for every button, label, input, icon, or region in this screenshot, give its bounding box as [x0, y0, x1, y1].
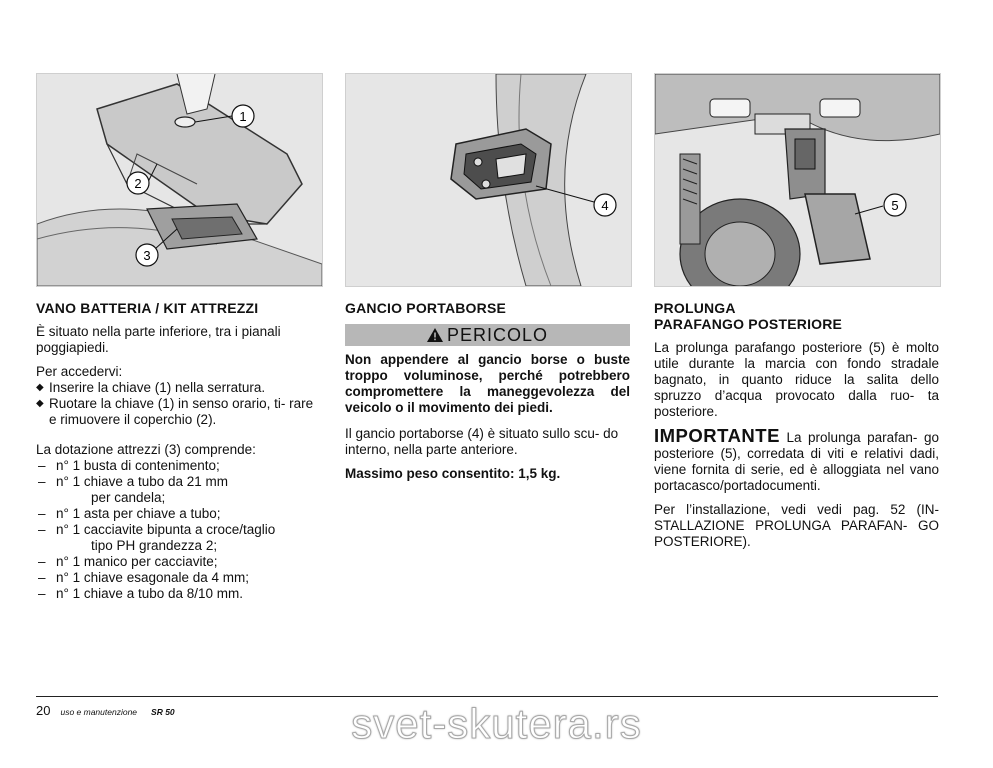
battery-compartment-drawing — [37, 74, 322, 286]
mudguard-description: La prolunga parafango posteriore (5) è molto utile durante la marcia con fondo stradale bagnato, in quanto riduce la salita dello spruzzo d’acqua provocato dalla ruo- ta posteriore. — [654, 340, 939, 419]
danger-banner — [345, 324, 630, 346]
bag-hook-illustration — [345, 73, 632, 287]
danger-label: PERICOLO — [446, 325, 549, 345]
warning-text: Non appendere al gancio borse o buste troppo voluminose, perché potrebbero compromettere la maneggevolezza del veicolo o il movimento dei piedi. — [345, 352, 630, 415]
access-steps — [36, 380, 321, 428]
watermark: svet-skutera.rs — [351, 700, 642, 747]
mudguard-extension-section — [654, 300, 939, 558]
list-item: ◆ Inserire la chiave (1) nella serratura. — [36, 380, 321, 396]
battery-compartment-illustration — [36, 73, 323, 287]
list-item: ◆ Ruotare la chiave (1) in senso orario, ti- rare e rimuovere il coperchio (2). — [36, 396, 321, 428]
installation-reference: Per l’installazione, vedi vedi pag. 52 (IN- STALLAZIONE PROLUNGA PARAFAN- GO POSTERIORE). — [654, 502, 939, 549]
svg-text:1: 1 — [239, 109, 247, 124]
callout-4 — [594, 194, 616, 216]
location-paragraph: È situato nella parte inferiore, tra i pianali poggiapiedi. — [36, 324, 281, 355]
hook-location-paragraph: Il gancio portaborse (4) è situato sullo scu- do interno, nella parte anteriore. — [345, 426, 619, 457]
svg-text:3: 3 — [143, 248, 151, 263]
toolkit-list — [36, 458, 321, 602]
manual-title: uso e manutenzione — [60, 707, 138, 717]
list-item: – n° 1 cacciavite bipunta a croce/taglio tipo PH grandezza 2; — [36, 522, 321, 554]
list-item: – n° 1 manico per cacciavite; — [36, 554, 321, 570]
list-item: – n° 1 chiave esagonale da 4 mm; — [36, 570, 321, 586]
section-heading: VANO BATTERIA / KIT ATTREZZI — [36, 300, 259, 316]
callout-2 — [127, 172, 149, 194]
max-weight: Massimo peso consentito: 1,5 kg. — [345, 466, 561, 481]
mudguard-extension-illustration — [654, 73, 941, 287]
footer-divider — [36, 696, 938, 697]
callout-3 — [136, 244, 158, 266]
list-item: – n° 1 chiave a tubo da 21 mm per candela; — [36, 474, 321, 506]
importante-label: IMPORTANTE — [654, 425, 780, 446]
page-number: 20 — [36, 703, 51, 718]
callout-5 — [884, 194, 906, 216]
svg-text:5: 5 — [891, 198, 899, 213]
bag-hook-drawing — [346, 74, 631, 286]
mudguard-extension-drawing — [655, 74, 940, 286]
list-item: – n° 1 busta di contenimento; — [36, 458, 321, 474]
svg-text:2: 2 — [134, 176, 142, 191]
section-heading: PROLUNGA PARAFANGO POSTERIORE — [654, 300, 843, 332]
warning-icon — [427, 328, 443, 342]
section-heading: GANCIO PORTABORSE — [345, 300, 507, 316]
list-item: – n° 1 asta per chiave a tubo; — [36, 506, 321, 522]
bag-hook-section — [345, 300, 630, 490]
svg-text:4: 4 — [601, 198, 609, 213]
callout-1 — [232, 105, 254, 127]
importante-note: IMPORTANTE La prolunga parafan- go posteriore (5), corredata di viti e relativi dadi, viene fornita di serie, ed è alloggiata nel vano portacasco/portadocumenti. — [654, 425, 939, 493]
model-name: SR 50 — [151, 707, 175, 717]
battery-toolkit-section — [36, 300, 321, 610]
access-intro: Per accedervi: — [36, 364, 123, 379]
toolkit-intro: La dotazione attrezzi (3) comprende: — [36, 442, 256, 457]
list-item: – n° 1 chiave a tubo da 8/10 mm. — [36, 586, 321, 602]
